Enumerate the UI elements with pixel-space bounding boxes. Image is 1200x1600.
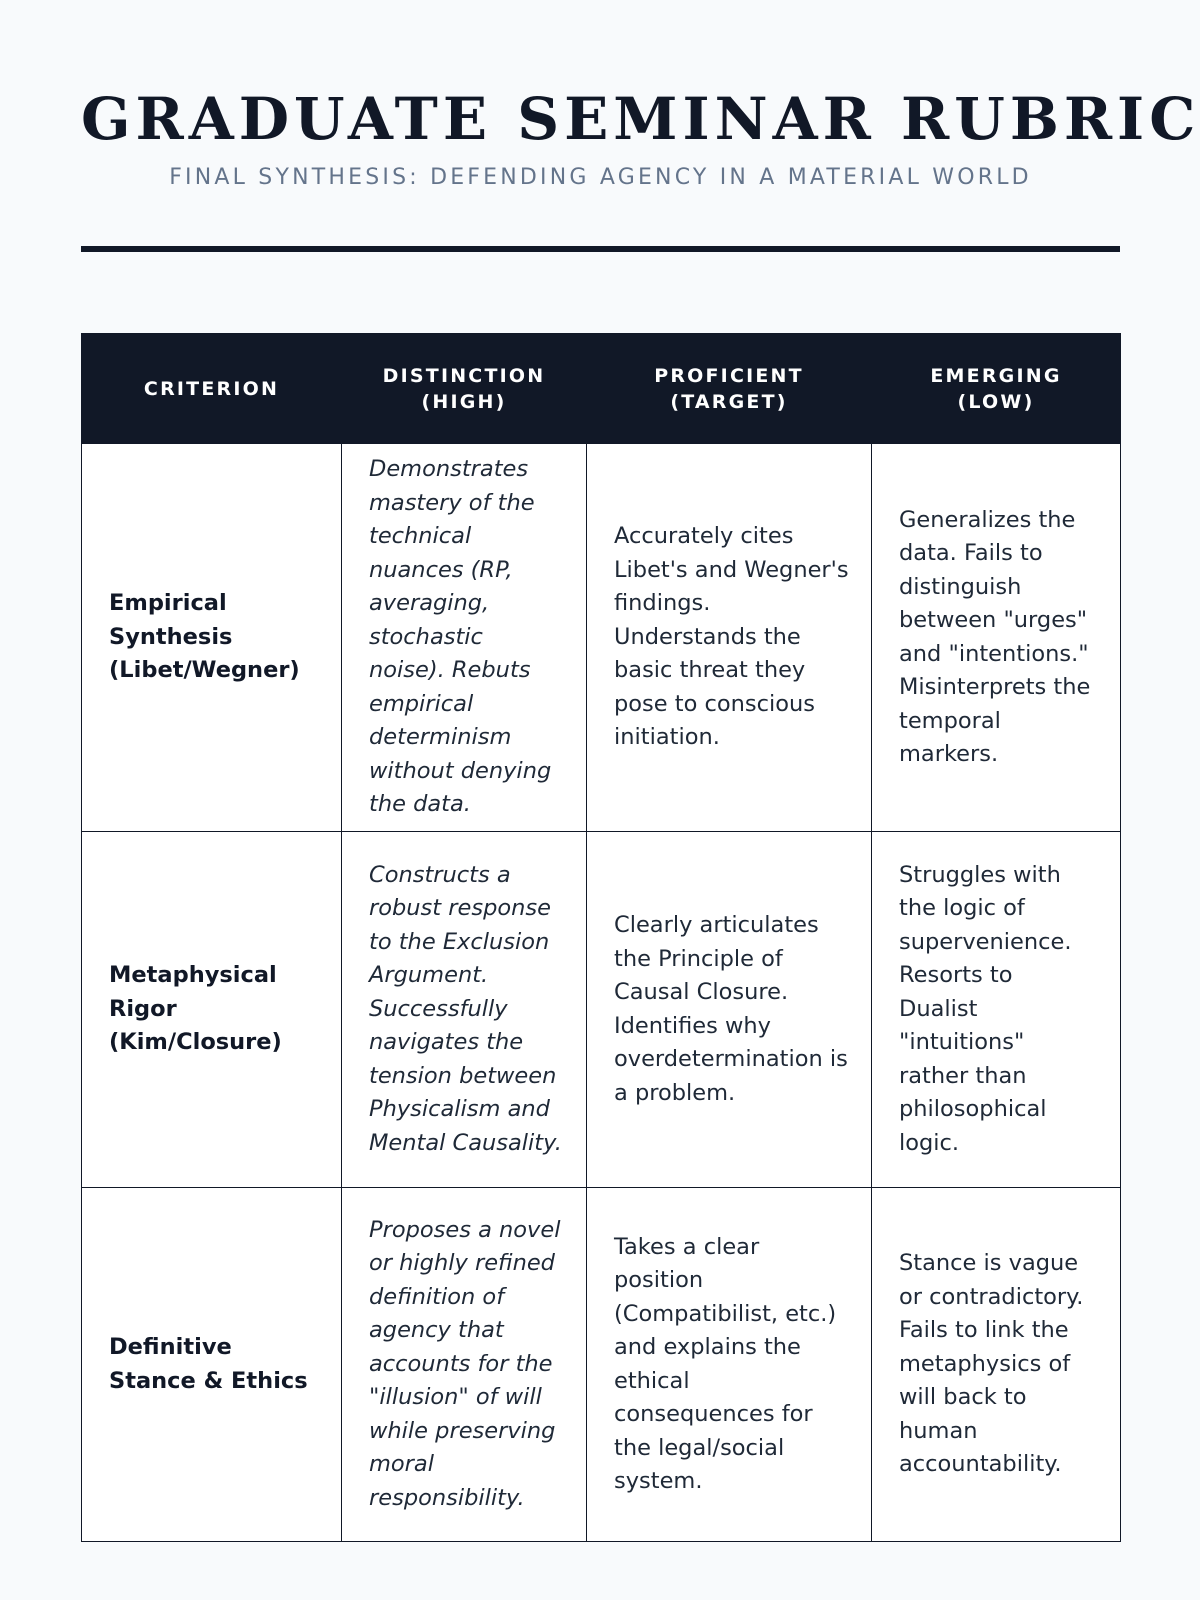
table-header — [82, 334, 1121, 444]
proficient-cell: Clearly articulates the Principle of Causal Closure. Identifies why overdetermination is a problem. — [587, 832, 872, 1188]
column-header-level: (TARGET) — [670, 390, 788, 413]
distinction-cell: Demonstrates mastery of the technical nuances (RP, averaging, stochastic noise). Rebuts empirical determinism without denying the data. — [342, 444, 587, 832]
column-header-criterion — [82, 334, 342, 444]
column-header-distinction — [342, 334, 587, 444]
column-header-label: CRITERION — [143, 377, 280, 400]
emerging-cell: Generalizes the data. Fails to distinguish between "urges" and "intentions." Misinterprets the temporal markers. — [872, 444, 1121, 832]
table-row — [82, 832, 1121, 1188]
header-row — [82, 334, 1121, 444]
emerging-cell: Struggles with the logic of supervenience. Resorts to Dualist "intuitions" rather than philosophical logic. — [872, 832, 1121, 1188]
proficient-cell: Accurately cites Libet's and Wegner's findings. Understands the basic threat they pose to conscious initiation. — [587, 444, 872, 832]
page-subtitle: FINAL SYNTHESIS: DEFENDING AGENCY IN A MATERIAL WORLD — [169, 165, 1032, 190]
criterion-cell: Empirical Synthesis (Libet/Wegner) — [82, 444, 342, 832]
emerging-cell: Stance is vague or contradictory. Fails to link the metaphysics of will back to human accountability. — [872, 1188, 1121, 1542]
table-row — [82, 1188, 1121, 1542]
rubric-page — [81, 0, 1200, 1511]
column-header-level: (HIGH) — [421, 390, 507, 413]
column-header-proficient — [587, 334, 872, 444]
page-title: GRADUATE SEMINAR RUBRIC — [81, 85, 1200, 153]
criterion-cell: Definitive Stance & Ethics — [82, 1188, 342, 1542]
column-header-label: PROFICIENT — [654, 364, 804, 387]
distinction-cell: Constructs a robust response to the Exclusion Argument. Successfully navigates the tension between Physicalism and Mental Causality. — [342, 832, 587, 1188]
rubric-table — [81, 333, 1121, 1542]
column-header-emerging — [872, 334, 1121, 444]
distinction-cell: Proposes a novel or highly refined definition of agency that accounts for the "illusion" of will while preserving moral responsibility. — [342, 1188, 587, 1542]
proficient-cell: Takes a clear position (Compatibilist, etc.) and explains the ethical consequences for the legal/social system. — [587, 1188, 872, 1542]
column-header-level: (LOW) — [957, 390, 1035, 413]
table-row — [82, 444, 1121, 832]
column-header-label: EMERGING — [930, 364, 1062, 387]
header-divider — [81, 246, 1120, 252]
criterion-cell: Metaphysical Rigor (Kim/Closure) — [82, 832, 342, 1188]
column-header-label: DISTINCTION — [382, 364, 546, 387]
